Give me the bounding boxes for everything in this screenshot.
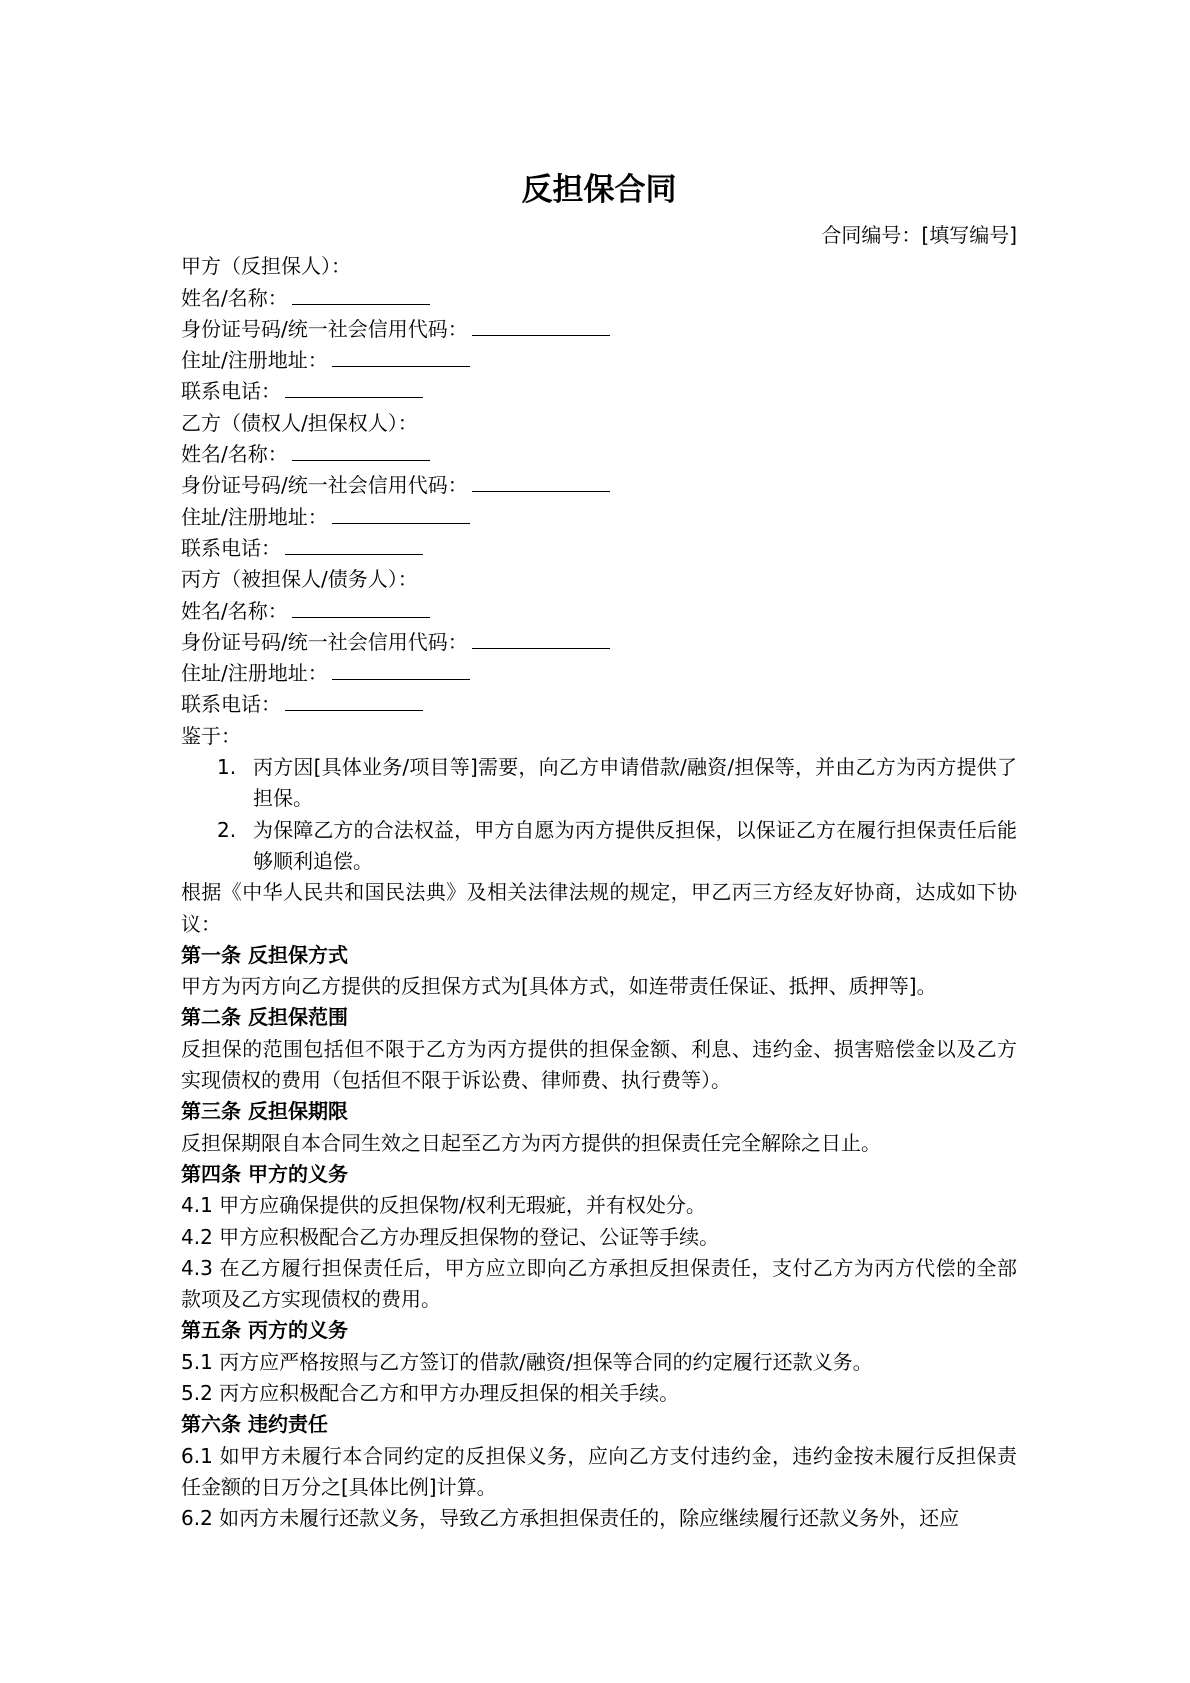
article-4-para-2: 4.2 甲方应积极配合乙方办理反担保物的登记、公证等手续。 — [181, 1224, 720, 1249]
party-a-header: 甲方（反担保人）： — [181, 254, 351, 279]
party-a-name-row — [181, 283, 1017, 314]
party-a-address-row — [181, 345, 1017, 376]
party-a-id-field[interactable] — [472, 315, 610, 336]
party-c-id-label: 身份证号码/统一社会信用代码： — [181, 629, 468, 654]
party-b-phone-field[interactable] — [285, 534, 423, 555]
preamble: 根据《中华人民共和国民法典》及相关法律法规的规定，甲乙丙三方经友好协商，达成如下协议： — [181, 880, 1017, 936]
article-4-para-3: 4.3 在乙方履行担保责任后，甲方应立即向乙方承担反担保责任，支付乙方为丙方代偿的全部款项及乙方实现债权的费用。 — [181, 1255, 1017, 1312]
whereas-item-text: 丙方因[具体业务/项目等]需要，向乙方申请借款/融资/担保等，并由乙方为丙方提供了担保。 — [253, 755, 1017, 811]
party-c-name-field[interactable] — [292, 597, 430, 618]
party-a-phone-row — [181, 376, 1017, 407]
party-b-address-row — [181, 502, 1017, 533]
whereas-label: 鉴于： — [181, 723, 241, 748]
whereas-item-number: 2. — [217, 817, 237, 842]
party-b-address-field[interactable] — [332, 503, 470, 524]
article-2-heading: 第二条 反担保范围 — [181, 1005, 348, 1030]
party-c-header: 丙方（被担保人/债务人）： — [181, 567, 418, 592]
party-a-address-field[interactable] — [332, 346, 470, 367]
article-3-para-1: 反担保期限自本合同生效之日起至乙方为丙方提供的担保责任完全解除之日止。 — [181, 1130, 881, 1155]
party-c-address-row — [181, 658, 1017, 689]
article-3-heading: 第三条 反担保期限 — [181, 1099, 348, 1124]
party-c-address-label: 住址/注册地址： — [181, 661, 328, 686]
whereas-list — [181, 752, 1017, 877]
party-b-name-label: 姓名/名称： — [181, 442, 288, 467]
whereas-item-text: 为保障乙方的合法权益，甲方自愿为丙方提供反担保，以保证乙方在履行担保责任后能够顺利追偿。 — [253, 817, 1017, 873]
party-b-id-field[interactable] — [472, 471, 610, 492]
party-a-phone-field[interactable] — [285, 377, 423, 398]
party-c-address-field[interactable] — [332, 659, 470, 680]
article-4-para-1: 4.1 甲方应确保提供的反担保物/权利无瑕疵，并有权处分。 — [181, 1193, 706, 1218]
article-5-para-2: 5.2 丙方应积极配合乙方和甲方办理反担保的相关手续。 — [181, 1380, 680, 1405]
party-a-name-field[interactable] — [292, 284, 430, 305]
whereas-item-number: 1. — [217, 755, 237, 780]
party-c-phone-field[interactable] — [285, 690, 423, 711]
party-b-phone-label: 联系电话： — [181, 535, 281, 560]
party-c-name-label: 姓名/名称： — [181, 598, 288, 623]
party-a-address-label: 住址/注册地址： — [181, 348, 328, 373]
contract-number: 合同编号：[填写编号] — [821, 223, 1017, 247]
article-5-para-1: 5.1 丙方应严格按照与乙方签订的借款/融资/担保等合同的约定履行还款义务。 — [181, 1349, 873, 1374]
party-c-phone-row — [181, 689, 1017, 720]
document-title: 反担保合同 — [521, 172, 677, 208]
party-c-name-row — [181, 596, 1017, 627]
party-c-id-field[interactable] — [472, 628, 610, 649]
party-a-name-label: 姓名/名称： — [181, 285, 288, 310]
article-6-para-1: 6.1 如甲方未履行本合同约定的反担保义务，应向乙方支付违约金，违约金按未履行反担保责任金额的日万分之[具体比例]计算。 — [181, 1443, 1017, 1499]
article-2-para-1: 反担保的范围包括但不限于乙方为丙方提供的担保金额、利息、违约金、损害赔偿金以及乙方实现债权的费用（包括但不限于诉讼费、律师费、执行费等）。 — [181, 1036, 1017, 1093]
party-a-id-row — [181, 314, 1017, 345]
party-b-id-row — [181, 470, 1017, 501]
party-b-name-row — [181, 439, 1017, 470]
article-1-heading: 第一条 反担保方式 — [181, 942, 348, 967]
party-b-name-field[interactable] — [292, 440, 430, 461]
whereas-item — [181, 752, 1017, 815]
article-5-heading: 第五条 丙方的义务 — [181, 1318, 348, 1343]
party-b-phone-row — [181, 533, 1017, 564]
party-b-header: 乙方（债权人/担保权人）： — [181, 410, 418, 435]
whereas-item — [181, 815, 1017, 878]
party-a-phone-label: 联系电话： — [181, 379, 281, 404]
article-6-para-2: 6.2 如丙方未履行还款义务，导致乙方承担担保责任的，除应继续履行还款义务外，还应 — [181, 1506, 960, 1531]
article-4-heading: 第四条 甲方的义务 — [181, 1161, 348, 1186]
party-c-id-row — [181, 627, 1017, 658]
party-a-id-label: 身份证号码/统一社会信用代码： — [181, 316, 468, 341]
article-6-heading: 第六条 违约责任 — [181, 1412, 328, 1437]
party-c-phone-label: 联系电话： — [181, 692, 281, 717]
party-b-id-label: 身份证号码/统一社会信用代码： — [181, 473, 468, 498]
article-1-para-1: 甲方为丙方向乙方提供的反担保方式为[具体方式，如连带责任保证、抵押、质押等]。 — [181, 974, 937, 999]
contract-page — [181, 160, 1017, 1534]
party-b-address-label: 住址/注册地址： — [181, 504, 328, 529]
